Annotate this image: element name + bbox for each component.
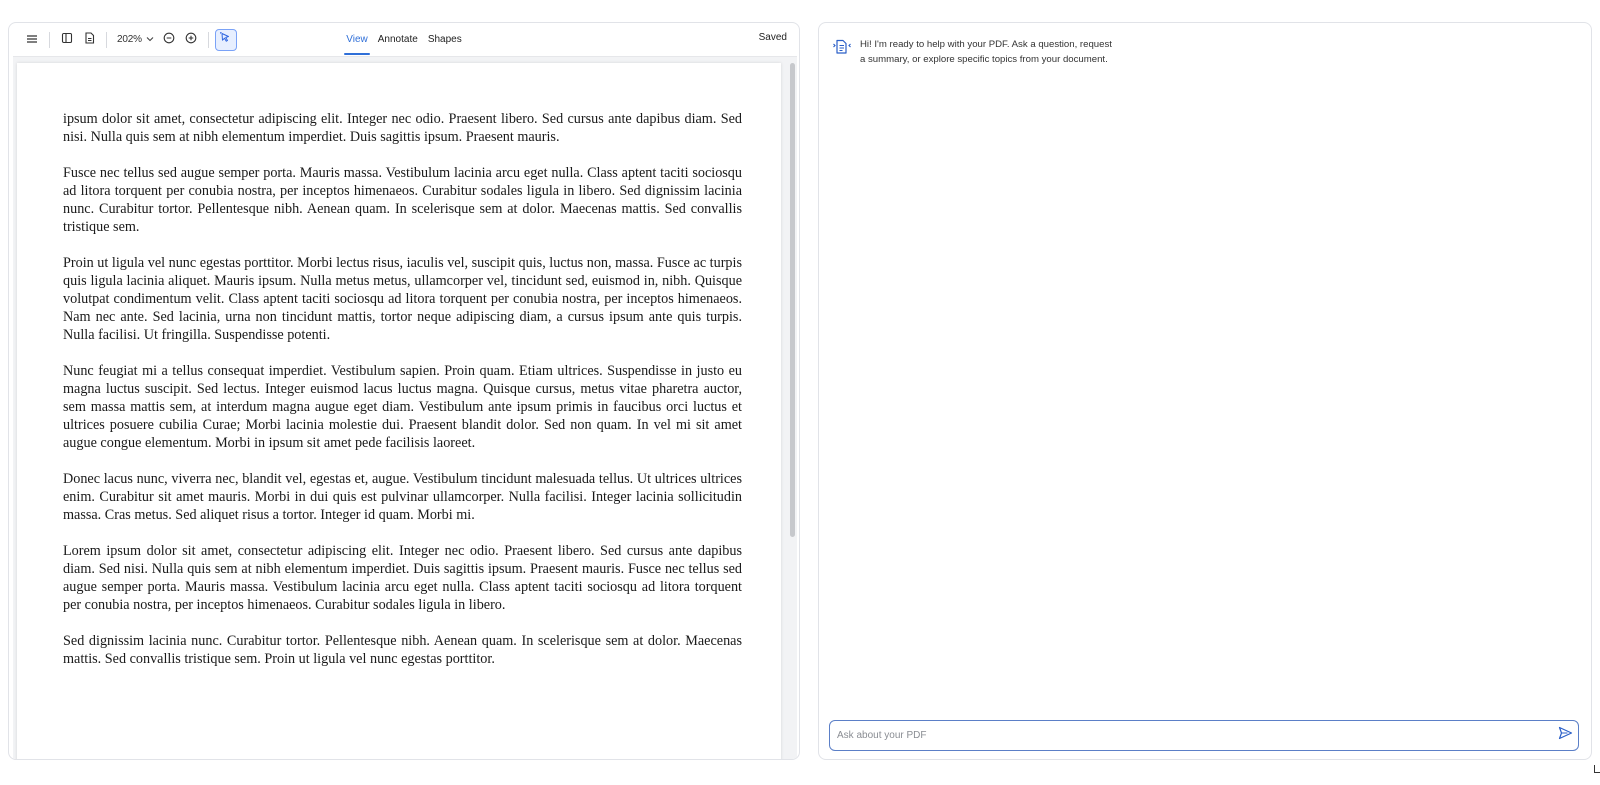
menu-button[interactable] (21, 29, 43, 51)
assistant-icon (832, 37, 852, 57)
menu-icon (26, 31, 38, 49)
tab-shapes[interactable]: Shapes (427, 34, 462, 45)
chat-input[interactable] (837, 730, 1552, 741)
assistant-message-text: Hi! I'm ready to help with your PDF. Ask a question, request a summary, or explore specific topics from your document. (860, 39, 1112, 65)
paragraph: Lorem ipsum dolor sit amet, consectetur adipiscing elit. Integer nec odio. Praesent libero. Sed cursus ante dapibus diam. Sed nisi. Nulla quis sem at nibh elementum imperdiet. Duis sagittis ipsum. Praesent mauris. Fusce nec tellus sed augue semper porta. Mauris massa. Vestibulum lacinia arcu eget nulla. Class aptent taciti sociosqu ad litora torquent per conubia nostra, per inceptos himenaeos. Curabitur sodales ligula in libero. (63, 542, 742, 614)
tab-annotate[interactable]: Annotate (377, 34, 418, 45)
paragraph: Sed dignissim lacinia nunc. Curabitur tortor. Pellentesque nibh. Aenean quam. In scelerisque sem at dolor. Maecenas mattis. Sed convallis tristique sem. Proin ut ligula vel nunc egestas porttitor. (63, 632, 742, 667)
zoom-out-icon (163, 31, 175, 49)
tab-view[interactable]: View (341, 29, 373, 51)
document-scroll-area[interactable] (13, 56, 797, 760)
assistant-message (832, 37, 1132, 67)
paragraph: ipsum dolor sit amet, consectetur adipiscing elit. Integer nec odio. Praesent libero. Sed cursus ante dapibus diam. Sed nisi. Nulla quis sem at nibh elementum imperdiet. Duis sagittis ipsum. Praesent mauris. (63, 111, 742, 146)
zoom-value: 202% (117, 34, 142, 45)
zoom-in-icon (185, 31, 197, 49)
sidebar-toggle-icon (61, 31, 73, 49)
chevron-down-icon (146, 34, 154, 45)
toolbar-divider (49, 32, 50, 48)
document-icon (84, 31, 95, 49)
save-status: Saved (758, 32, 787, 43)
paragraph: Nunc feugiat mi a tellus consequat imperdiet. Vestibulum sapien. Proin quam. Etiam ultrices. Suspendisse in justo eu magna luctus suscipit. Sed lectus. Integer euismod lacus luctus magna. Quisque cursus, metus vitae pharetra auctor, sem massa mattis sem, at interdum magna augue eget diam. Vestibulum ante ipsum primis in faucibus orci luctus et ultrices posuere cubilia Curae; Morbi lacinia molestie dui. Praesent blandit dolor. Sed non quam. In vel mi sit amet augue congue elementum. Morbi in ipsum sit amet pede facilisis laoreet. (63, 362, 742, 452)
send-icon (1558, 726, 1573, 745)
zoom-out-button[interactable] (158, 29, 180, 51)
paragraph: Fusce nec tellus sed augue semper porta. Mauris massa. Vestibulum lacinia arcu eget nulla. Class aptent taciti sociosqu ad litora torquent per conubia nostra, per inceptos himenaeos. Curabitur sodales ligula in libero. Sed dignissim lacinia nunc. Curabitur tortor. Pellentesque nibh. Aenean quam. In scelerisque sem at dolor. Maecenas mattis. Sed convallis tristique sem. (63, 164, 742, 236)
chat-input-box (829, 720, 1579, 751)
send-button[interactable] (1552, 723, 1578, 749)
chat-panel (818, 22, 1592, 760)
toolbar-divider (208, 32, 209, 48)
zoom-select[interactable] (113, 30, 158, 50)
pdf-viewer-panel (8, 22, 800, 760)
vertical-scrollbar[interactable] (790, 63, 795, 537)
toolbar-divider (106, 32, 107, 48)
pdf-page (17, 63, 781, 760)
document-properties-button[interactable] (78, 29, 100, 51)
paragraph: Donec lacus nunc, viverra nec, blandit vel, egestas et, augue. Vestibulum tincidunt malesuada tellus. Ut ultrices ultrices enim. Curabitur sit amet mauris. Morbi in dui quis est pulvinar ullamcorper. Nulla facilisi. Integer lacinia sollicitudin massa. Cras metus. Sed aliquet risus a tortor. Integer id quam. Morbi mi. (63, 470, 742, 524)
zoom-in-button[interactable] (180, 29, 202, 51)
sidebar-toggle-button[interactable] (56, 29, 78, 51)
resize-corner (1594, 765, 1600, 773)
page-text (63, 110, 742, 686)
paragraph: Proin ut ligula vel nunc egestas porttitor. Morbi lectus risus, iaculis vel, suscipit quis, luctus non, massa. Fusce ac turpis quis ligula lacinia aliquet. Mauris ipsum. Nulla metus metus, ullamcorper vel, tincidunt sed, euismod in, nibh. Quisque volutpat condimentum velit. Class aptent taciti sociosqu ad litora torquent per conubia nostra, per inceptos himenaeos. Nam nec ante. Sed lacinia, urna non tincidunt mattis, tortor neque adipiscing diam, a cursus ipsum ante quis turpis. Nulla facilisi. Ut fringilla. Suspendisse potenti. (63, 254, 742, 344)
select-tool-button[interactable] (215, 29, 237, 51)
select-cursor-icon (219, 31, 232, 49)
